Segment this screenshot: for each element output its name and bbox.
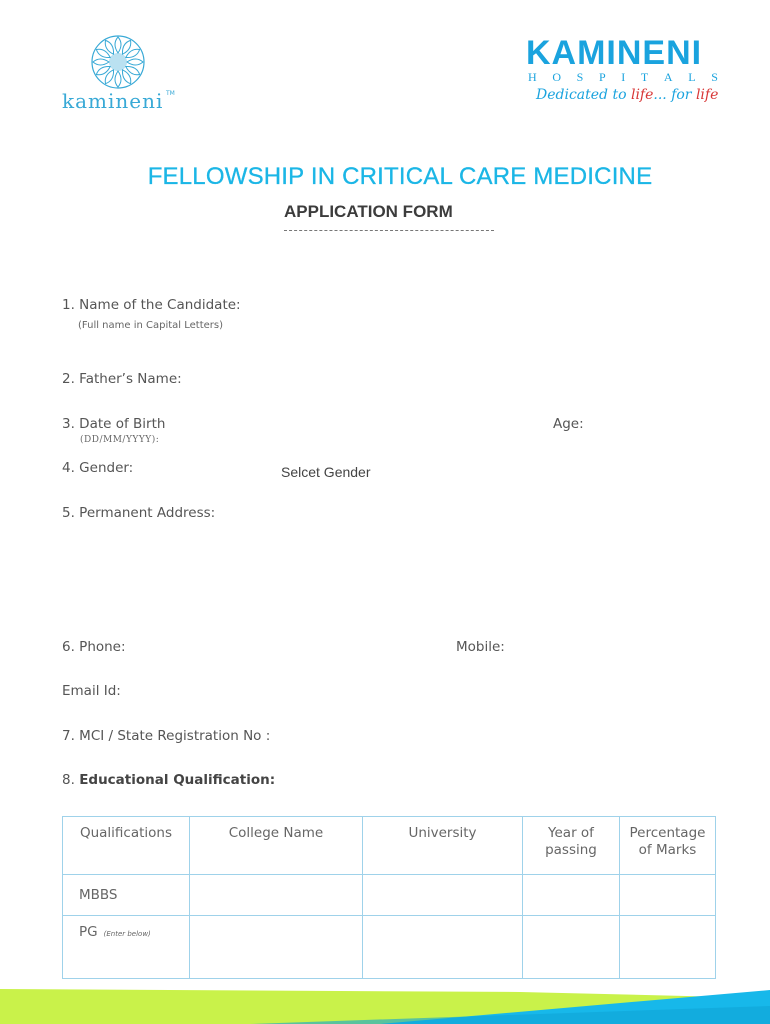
col-header-qualifications: Qualifications xyxy=(63,817,190,875)
mobile-label: Mobile: xyxy=(456,639,505,655)
address-label: 5. Permanent Address: xyxy=(62,505,216,521)
table-row xyxy=(63,916,716,979)
gender-label: 4. Gender: xyxy=(62,460,134,476)
table-row xyxy=(63,875,716,916)
trademark-mark: TM xyxy=(166,90,175,97)
bottom-decorative-band xyxy=(0,984,770,1024)
year-cell[interactable] xyxy=(523,875,620,916)
right-logo-wordmark: KAMINENI xyxy=(526,34,703,72)
dob-hint: (DD/MM/YYYY): xyxy=(80,435,160,445)
education-heading: 8. Educational Qualification: xyxy=(62,772,276,788)
table-header-row xyxy=(63,817,716,875)
college-cell[interactable] xyxy=(190,916,363,979)
right-logo-subtitle: H O S P I T A L S xyxy=(528,70,718,84)
university-cell[interactable] xyxy=(363,916,523,979)
form-subtitle: APPLICATION FORM xyxy=(284,202,453,221)
percentage-cell[interactable] xyxy=(620,875,716,916)
email-label: Email Id: xyxy=(62,683,121,699)
mci-registration-label: 7. MCI / State Registration No : xyxy=(62,728,271,744)
year-cell[interactable] xyxy=(523,916,620,979)
col-header-college-name: College Name xyxy=(190,817,363,875)
flower-emblem-icon xyxy=(58,32,178,92)
gender-select[interactable]: Selcet Gender xyxy=(281,464,371,480)
education-table xyxy=(62,816,716,979)
college-cell[interactable] xyxy=(190,875,363,916)
dob-label: 3. Date of Birth xyxy=(62,416,166,432)
phone-label: 6. Phone: xyxy=(62,639,126,655)
kamineni-hospitals-logo xyxy=(526,36,726,110)
qualification-cell: PG (Enter below) xyxy=(63,916,190,979)
name-label: 1. Name of the Candidate: xyxy=(62,297,241,313)
father-name-label: 2. Father’s Name: xyxy=(62,371,182,387)
left-logo-wordmark: kamineni xyxy=(62,89,164,113)
university-cell[interactable] xyxy=(363,875,523,916)
page-title: FELLOWSHIP IN CRITICAL CARE MEDICINE xyxy=(147,163,653,190)
name-hint: (Full name in Capital Letters) xyxy=(78,320,224,331)
qualification-cell: MBBS xyxy=(63,875,190,916)
kamineni-left-logo xyxy=(58,32,178,112)
pg-note: (Enter below) xyxy=(103,930,151,938)
percentage-cell[interactable] xyxy=(620,916,716,979)
logo-tagline: Dedicated to life... for life xyxy=(536,87,719,103)
col-header-year-of-passing: Year of passing xyxy=(523,817,620,875)
col-header-percentage-of-marks: Percentage of Marks xyxy=(620,817,716,875)
subtitle-underline xyxy=(284,230,494,231)
col-header-university: University xyxy=(363,817,523,875)
age-label: Age: xyxy=(553,416,584,432)
